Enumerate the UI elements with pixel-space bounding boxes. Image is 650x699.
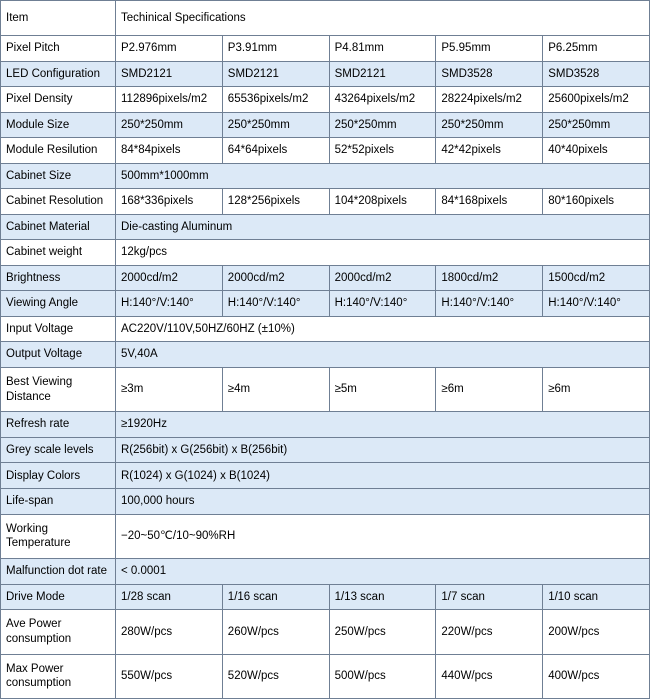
row-value: H:140°/V:140° [543, 291, 650, 317]
row-value: 43264pixels/m2 [329, 87, 436, 113]
row-value: 520W/pcs [222, 654, 329, 699]
row-value: 500W/pcs [329, 654, 436, 699]
row-value: 1800cd/m2 [436, 265, 543, 291]
table-row [1, 36, 650, 62]
row-value-merged: 5V,40A [116, 342, 650, 368]
row-value: 400W/pcs [543, 654, 650, 699]
row-value: 28224pixels/m2 [436, 87, 543, 113]
row-value-merged: ≥1920Hz [116, 412, 650, 438]
row-value: 1/16 scan [222, 584, 329, 610]
row-value: 40*40pixels [543, 138, 650, 164]
row-value: 280W/pcs [116, 610, 223, 654]
row-value-merged: 100,000 hours [116, 488, 650, 514]
table-row [1, 189, 650, 215]
row-label: Module Size [1, 112, 116, 138]
row-value-merged: R(1024) x G(1024) x B(1024) [116, 463, 650, 489]
row-label: Display Colors [1, 463, 116, 489]
table-row [1, 342, 650, 368]
row-label: Viewing Angle [1, 291, 116, 317]
table-body [1, 36, 650, 699]
row-value: 250W/pcs [329, 610, 436, 654]
row-value: H:140°/V:140° [436, 291, 543, 317]
row-value: 1/7 scan [436, 584, 543, 610]
row-label: Output Voltage [1, 342, 116, 368]
row-value: 1/10 scan [543, 584, 650, 610]
table-row [1, 61, 650, 87]
row-value: ≥6m [543, 367, 650, 411]
table-row [1, 584, 650, 610]
row-value: 250*250mm [329, 112, 436, 138]
table-row [1, 163, 650, 189]
row-label: Pixel Density [1, 87, 116, 113]
row-value: 2000cd/m2 [222, 265, 329, 291]
table-row [1, 214, 650, 240]
row-value: 84*84pixels [116, 138, 223, 164]
row-value: ≥4m [222, 367, 329, 411]
row-label: Brightness [1, 265, 116, 291]
row-value: SMD3528 [543, 61, 650, 87]
row-value: P5.95mm [436, 36, 543, 62]
row-label: Max Power consumption [1, 654, 116, 699]
row-label: Drive Mode [1, 584, 116, 610]
table-row [1, 654, 650, 699]
row-value: 42*42pixels [436, 138, 543, 164]
row-value: SMD2121 [116, 61, 223, 87]
table-row [1, 488, 650, 514]
row-label: Refresh rate [1, 412, 116, 438]
row-label: Malfunction dot rate [1, 558, 116, 584]
table-header [1, 1, 650, 36]
table-row [1, 514, 650, 558]
row-value: 112896pixels/m2 [116, 87, 223, 113]
row-value-merged: AC220V/110V,50HZ/60HZ (±10%) [116, 316, 650, 342]
row-value: P4.81mm [329, 36, 436, 62]
row-value: 84*168pixels [436, 189, 543, 215]
table-row [1, 558, 650, 584]
row-value: 250*250mm [436, 112, 543, 138]
table-row [1, 87, 650, 113]
row-value-merged: Die-casting Aluminum [116, 214, 650, 240]
row-label: Cabinet weight [1, 240, 116, 266]
table-row [1, 138, 650, 164]
row-value: 260W/pcs [222, 610, 329, 654]
row-label: Input Voltage [1, 316, 116, 342]
row-value-merged: −20~50℃/10~90%RH [116, 514, 650, 558]
row-value: P2.976mm [116, 36, 223, 62]
row-value: 168*336pixels [116, 189, 223, 215]
row-value: ≥5m [329, 367, 436, 411]
row-value: 52*52pixels [329, 138, 436, 164]
row-value: H:140°/V:140° [222, 291, 329, 317]
row-label: Module Resilution [1, 138, 116, 164]
row-label: Life-span [1, 488, 116, 514]
row-label: Grey scale levels [1, 437, 116, 463]
table-row [1, 265, 650, 291]
row-value: 2000cd/m2 [329, 265, 436, 291]
row-value: ≥3m [116, 367, 223, 411]
row-value: SMD2121 [329, 61, 436, 87]
row-label: Cabinet Resolution [1, 189, 116, 215]
row-value-merged: 12kg/pcs [116, 240, 650, 266]
table-row [1, 291, 650, 317]
row-value: 440W/pcs [436, 654, 543, 699]
row-value: 250*250mm [222, 112, 329, 138]
row-value-merged: R(256bit) x G(256bit) x B(256bit) [116, 437, 650, 463]
row-label: Ave Power consumption [1, 610, 116, 654]
row-value: 250*250mm [543, 112, 650, 138]
table-row [1, 367, 650, 411]
row-value: 220W/pcs [436, 610, 543, 654]
row-value: 200W/pcs [543, 610, 650, 654]
row-label: Best Viewing Distance [1, 367, 116, 411]
row-value: H:140°/V:140° [116, 291, 223, 317]
row-value: 64*64pixels [222, 138, 329, 164]
header-item: Item [1, 1, 116, 36]
table-row [1, 437, 650, 463]
row-value: 128*256pixels [222, 189, 329, 215]
row-label: Working Temperature [1, 514, 116, 558]
row-value: 2000cd/m2 [116, 265, 223, 291]
table-row [1, 610, 650, 654]
row-label: Pixel Pitch [1, 36, 116, 62]
row-value: H:140°/V:140° [329, 291, 436, 317]
table-row [1, 112, 650, 138]
row-value: 550W/pcs [116, 654, 223, 699]
row-value: 104*208pixels [329, 189, 436, 215]
row-value: P6.25mm [543, 36, 650, 62]
row-value: 25600pixels/m2 [543, 87, 650, 113]
row-value: ≥6m [436, 367, 543, 411]
row-value: 1500cd/m2 [543, 265, 650, 291]
row-value: 65536pixels/m2 [222, 87, 329, 113]
row-value: 250*250mm [116, 112, 223, 138]
row-value: 80*160pixels [543, 189, 650, 215]
table-row [1, 412, 650, 438]
table-row [1, 463, 650, 489]
header-row [1, 1, 650, 36]
row-label: Cabinet Size [1, 163, 116, 189]
row-value-merged: < 0.0001 [116, 558, 650, 584]
table-row [1, 240, 650, 266]
row-label: Cabinet Material [1, 214, 116, 240]
row-value: 1/13 scan [329, 584, 436, 610]
row-value: SMD2121 [222, 61, 329, 87]
row-value: SMD3528 [436, 61, 543, 87]
row-value: 1/28 scan [116, 584, 223, 610]
row-value: P3.91mm [222, 36, 329, 62]
table-row [1, 316, 650, 342]
row-value-merged: 500mm*1000mm [116, 163, 650, 189]
row-label: LED Configuration [1, 61, 116, 87]
header-specifications: Techinical Specifications [116, 1, 650, 36]
